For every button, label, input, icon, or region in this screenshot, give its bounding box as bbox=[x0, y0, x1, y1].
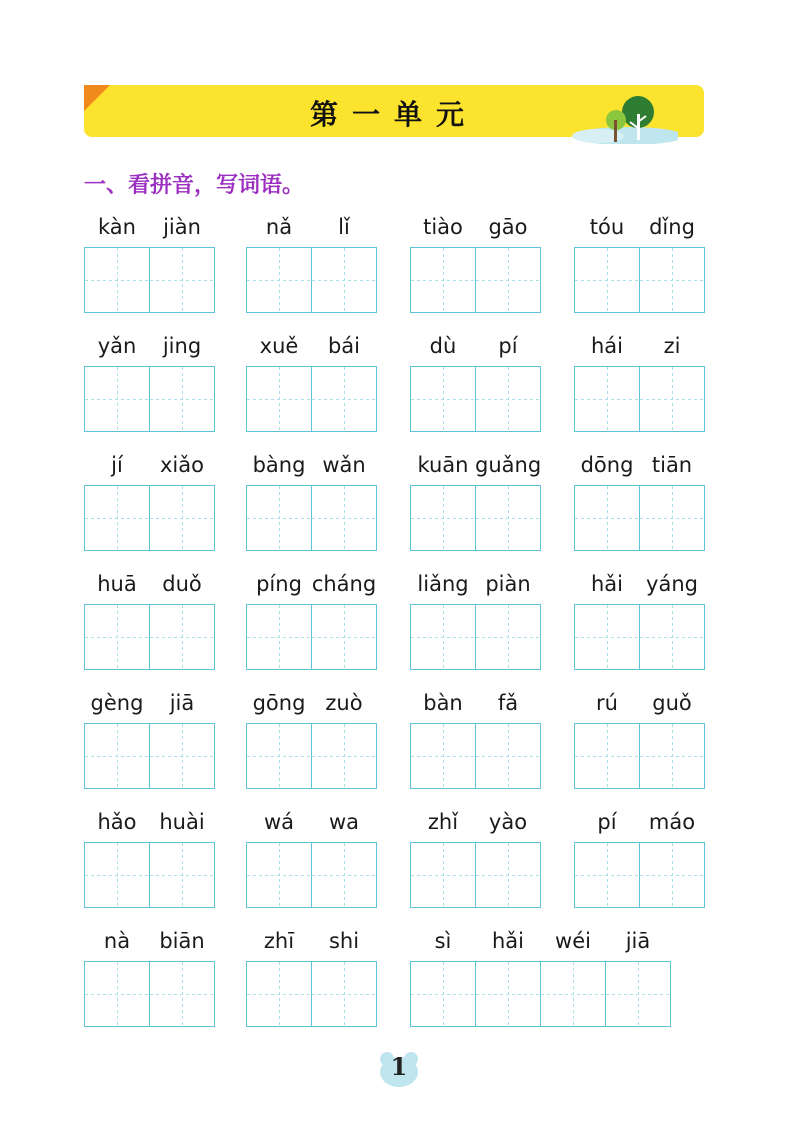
writing-box[interactable] bbox=[84, 366, 150, 432]
word-item bbox=[410, 215, 540, 325]
pinyin-syllable: wa bbox=[328, 810, 360, 834]
writing-box[interactable] bbox=[246, 366, 312, 432]
writing-box[interactable] bbox=[149, 604, 215, 670]
pinyin-syllable: tiào bbox=[423, 215, 463, 239]
word-item bbox=[410, 334, 540, 444]
tianzige-boxes bbox=[84, 247, 214, 311]
pinyin-row bbox=[84, 929, 214, 957]
tianzige-boxes bbox=[246, 366, 376, 430]
pinyin-row bbox=[246, 691, 376, 719]
pinyin-syllable: rú bbox=[596, 691, 618, 715]
pinyin-row bbox=[574, 572, 704, 600]
tianzige-boxes bbox=[84, 723, 214, 787]
pinyin-syllable: hǎi bbox=[590, 572, 623, 596]
tianzige-boxes bbox=[410, 247, 540, 311]
writing-box[interactable] bbox=[639, 247, 705, 313]
pinyin-syllable: yào bbox=[488, 810, 528, 834]
writing-box[interactable] bbox=[84, 723, 150, 789]
writing-box[interactable] bbox=[311, 842, 377, 908]
writing-box[interactable] bbox=[246, 485, 312, 551]
pinyin-syllable: fǎ bbox=[497, 691, 519, 715]
word-item bbox=[246, 572, 376, 682]
word-item bbox=[410, 691, 540, 801]
pinyin-syllable: kàn bbox=[98, 215, 136, 239]
writing-box[interactable] bbox=[84, 961, 150, 1027]
pinyin-syllable: xiǎo bbox=[160, 453, 204, 477]
writing-box[interactable] bbox=[475, 366, 541, 432]
pinyin-syllable: jiā bbox=[625, 929, 651, 953]
writing-box[interactable] bbox=[605, 961, 671, 1027]
tianzige-boxes bbox=[84, 842, 214, 906]
page-number: 1 bbox=[390, 1052, 408, 1081]
pinyin-row bbox=[246, 453, 376, 481]
word-item bbox=[84, 810, 214, 920]
pinyin-syllable: dōng bbox=[580, 453, 634, 477]
pinyin-row bbox=[574, 810, 704, 838]
word-item bbox=[574, 215, 704, 325]
writing-box[interactable] bbox=[574, 485, 640, 551]
pinyin-syllable: guǎng bbox=[475, 453, 542, 477]
writing-box[interactable] bbox=[311, 247, 377, 313]
writing-box[interactable] bbox=[410, 842, 476, 908]
tianzige-boxes bbox=[574, 842, 704, 906]
word-item bbox=[246, 334, 376, 444]
writing-box[interactable] bbox=[246, 723, 312, 789]
writing-box[interactable] bbox=[540, 961, 606, 1027]
pinyin-syllable: gèng bbox=[90, 691, 144, 715]
tianzige-boxes bbox=[410, 961, 670, 1025]
pinyin-syllable: zi bbox=[663, 334, 681, 358]
pinyin-syllable: gōng bbox=[252, 691, 306, 715]
writing-box[interactable] bbox=[410, 485, 476, 551]
pinyin-row bbox=[246, 334, 376, 362]
pinyin-syllable: sì bbox=[434, 929, 452, 953]
word-item bbox=[410, 453, 540, 563]
writing-box[interactable] bbox=[475, 842, 541, 908]
pinyin-row bbox=[84, 453, 214, 481]
tianzige-boxes bbox=[574, 723, 704, 787]
pinyin-syllable: yǎn bbox=[97, 334, 137, 358]
word-item bbox=[84, 691, 214, 801]
pinyin-syllable: bàn bbox=[423, 691, 463, 715]
pinyin-row bbox=[410, 334, 540, 362]
pinyin-row bbox=[410, 810, 540, 838]
writing-box[interactable] bbox=[410, 723, 476, 789]
word-item bbox=[410, 929, 670, 1039]
tianzige-boxes bbox=[574, 604, 704, 668]
writing-box[interactable] bbox=[311, 366, 377, 432]
word-item bbox=[574, 572, 704, 682]
pinyin-row bbox=[574, 453, 704, 481]
writing-box[interactable] bbox=[574, 247, 640, 313]
section-heading: 一、看拼音，写词语。 bbox=[84, 173, 305, 198]
word-item bbox=[246, 929, 376, 1039]
pinyin-syllable: jiā bbox=[169, 691, 195, 715]
pinyin-syllable: huā bbox=[97, 572, 137, 596]
pinyin-syllable: duǒ bbox=[162, 572, 202, 596]
pinyin-syllable: hái bbox=[590, 334, 623, 358]
pinyin-syllable: píng bbox=[256, 572, 302, 596]
pinyin-syllable: pí bbox=[597, 810, 617, 834]
pinyin-row bbox=[246, 215, 376, 243]
writing-box[interactable] bbox=[639, 604, 705, 670]
writing-box[interactable] bbox=[311, 485, 377, 551]
writing-box[interactable] bbox=[475, 723, 541, 789]
tianzige-boxes bbox=[410, 485, 540, 549]
pinyin-syllable: cháng bbox=[311, 572, 377, 596]
pinyin-syllable: jí bbox=[111, 453, 123, 477]
pinyin-syllable: wéi bbox=[555, 929, 591, 953]
word-item bbox=[246, 810, 376, 920]
tianzige-boxes bbox=[246, 604, 376, 668]
writing-box[interactable] bbox=[410, 604, 476, 670]
writing-box[interactable] bbox=[410, 961, 476, 1027]
writing-box[interactable] bbox=[475, 247, 541, 313]
pinyin-row bbox=[84, 334, 214, 362]
pinyin-syllable: piàn bbox=[485, 572, 531, 596]
word-item bbox=[410, 810, 540, 920]
word-item bbox=[574, 334, 704, 444]
pinyin-row bbox=[574, 691, 704, 719]
writing-box[interactable] bbox=[639, 723, 705, 789]
writing-box[interactable] bbox=[149, 247, 215, 313]
writing-box[interactable] bbox=[149, 842, 215, 908]
tianzige-boxes bbox=[410, 604, 540, 668]
pinyin-row bbox=[410, 572, 540, 600]
pinyin-row bbox=[246, 810, 376, 838]
writing-box[interactable] bbox=[84, 842, 150, 908]
pinyin-row bbox=[84, 691, 214, 719]
pinyin-syllable: tiān bbox=[651, 453, 693, 477]
word-item bbox=[84, 334, 214, 444]
writing-box[interactable] bbox=[149, 485, 215, 551]
writing-box[interactable] bbox=[84, 247, 150, 313]
pinyin-row bbox=[246, 572, 376, 600]
tianzige-boxes bbox=[84, 366, 214, 430]
pinyin-syllable: tóu bbox=[589, 215, 625, 239]
pinyin-syllable: shi bbox=[328, 929, 360, 953]
writing-box[interactable] bbox=[574, 604, 640, 670]
pinyin-row bbox=[84, 810, 214, 838]
pinyin-syllable: jing bbox=[162, 334, 202, 358]
tianzige-boxes bbox=[574, 247, 704, 311]
pinyin-row bbox=[246, 929, 376, 957]
pinyin-syllable: lǐ bbox=[338, 215, 350, 239]
pinyin-row bbox=[410, 691, 540, 719]
writing-box[interactable] bbox=[410, 366, 476, 432]
writing-box[interactable] bbox=[246, 247, 312, 313]
writing-box[interactable] bbox=[574, 842, 640, 908]
writing-box[interactable] bbox=[246, 961, 312, 1027]
pinyin-syllable: nà bbox=[103, 929, 131, 953]
word-item bbox=[246, 453, 376, 563]
pinyin-syllable: wǎn bbox=[322, 453, 366, 477]
tianzige-boxes bbox=[410, 723, 540, 787]
word-item bbox=[246, 691, 376, 801]
pinyin-row bbox=[84, 215, 214, 243]
pinyin-syllable: biān bbox=[159, 929, 205, 953]
pinyin-syllable: dǐng bbox=[649, 215, 695, 239]
writing-box[interactable] bbox=[246, 604, 312, 670]
unit-title: 第一单元 bbox=[309, 98, 478, 131]
pinyin-row bbox=[574, 334, 704, 362]
pinyin-syllable: zhī bbox=[263, 929, 295, 953]
word-item bbox=[84, 215, 214, 325]
tianzige-boxes bbox=[410, 366, 540, 430]
writing-box[interactable] bbox=[311, 604, 377, 670]
pinyin-syllable: dù bbox=[429, 334, 457, 358]
word-item bbox=[246, 215, 376, 325]
writing-box[interactable] bbox=[639, 366, 705, 432]
pinyin-row bbox=[410, 929, 670, 957]
word-item bbox=[574, 810, 704, 920]
tree-decoration-icon bbox=[568, 92, 678, 144]
writing-box[interactable] bbox=[149, 961, 215, 1027]
pinyin-row bbox=[410, 453, 540, 481]
tianzige-boxes bbox=[84, 485, 214, 549]
pinyin-syllable: huài bbox=[159, 810, 205, 834]
pinyin-syllable: nǎ bbox=[265, 215, 293, 239]
tianzige-boxes bbox=[574, 366, 704, 430]
writing-box[interactable] bbox=[311, 723, 377, 789]
writing-box[interactable] bbox=[149, 366, 215, 432]
writing-box[interactable] bbox=[149, 723, 215, 789]
pinyin-syllable: pí bbox=[498, 334, 518, 358]
pinyin-syllable: bàng bbox=[252, 453, 306, 477]
tianzige-boxes bbox=[246, 247, 376, 311]
writing-box[interactable] bbox=[639, 842, 705, 908]
tianzige-boxes bbox=[84, 604, 214, 668]
tianzige-boxes bbox=[574, 485, 704, 549]
pinyin-syllable: liǎng bbox=[417, 572, 469, 596]
tianzige-boxes bbox=[84, 961, 214, 1025]
pinyin-syllable: kuān bbox=[417, 453, 469, 477]
pinyin-syllable: hǎo bbox=[97, 810, 137, 834]
writing-box[interactable] bbox=[84, 485, 150, 551]
writing-box[interactable] bbox=[475, 485, 541, 551]
pinyin-syllable: gāo bbox=[488, 215, 528, 239]
writing-box[interactable] bbox=[574, 723, 640, 789]
writing-box[interactable] bbox=[246, 842, 312, 908]
word-item bbox=[84, 572, 214, 682]
banner-corner-fold bbox=[84, 85, 110, 111]
writing-box[interactable] bbox=[639, 485, 705, 551]
tianzige-boxes bbox=[246, 723, 376, 787]
pinyin-syllable: xuě bbox=[259, 334, 299, 358]
writing-box[interactable] bbox=[475, 961, 541, 1027]
tianzige-boxes bbox=[246, 485, 376, 549]
writing-box[interactable] bbox=[410, 247, 476, 313]
writing-box[interactable] bbox=[574, 366, 640, 432]
pinyin-syllable: guǒ bbox=[652, 691, 692, 715]
tianzige-boxes bbox=[246, 961, 376, 1025]
pinyin-syllable: wá bbox=[263, 810, 295, 834]
writing-box[interactable] bbox=[84, 604, 150, 670]
tianzige-boxes bbox=[410, 842, 540, 906]
pinyin-syllable: jiàn bbox=[163, 215, 201, 239]
writing-box[interactable] bbox=[475, 604, 541, 670]
pinyin-syllable: zuò bbox=[325, 691, 363, 715]
word-item bbox=[84, 929, 214, 1039]
pinyin-row bbox=[410, 215, 540, 243]
writing-box[interactable] bbox=[311, 961, 377, 1027]
pinyin-syllable: bái bbox=[327, 334, 361, 358]
pinyin-syllable: zhǐ bbox=[427, 810, 459, 834]
word-item bbox=[574, 691, 704, 801]
word-item bbox=[410, 572, 540, 682]
pinyin-row bbox=[574, 215, 704, 243]
tianzige-boxes bbox=[246, 842, 376, 906]
pinyin-syllable: yáng bbox=[646, 572, 698, 596]
word-item bbox=[574, 453, 704, 563]
pinyin-row bbox=[84, 572, 214, 600]
word-item bbox=[84, 453, 214, 563]
pinyin-syllable: máo bbox=[648, 810, 696, 834]
pinyin-syllable: hǎi bbox=[491, 929, 524, 953]
